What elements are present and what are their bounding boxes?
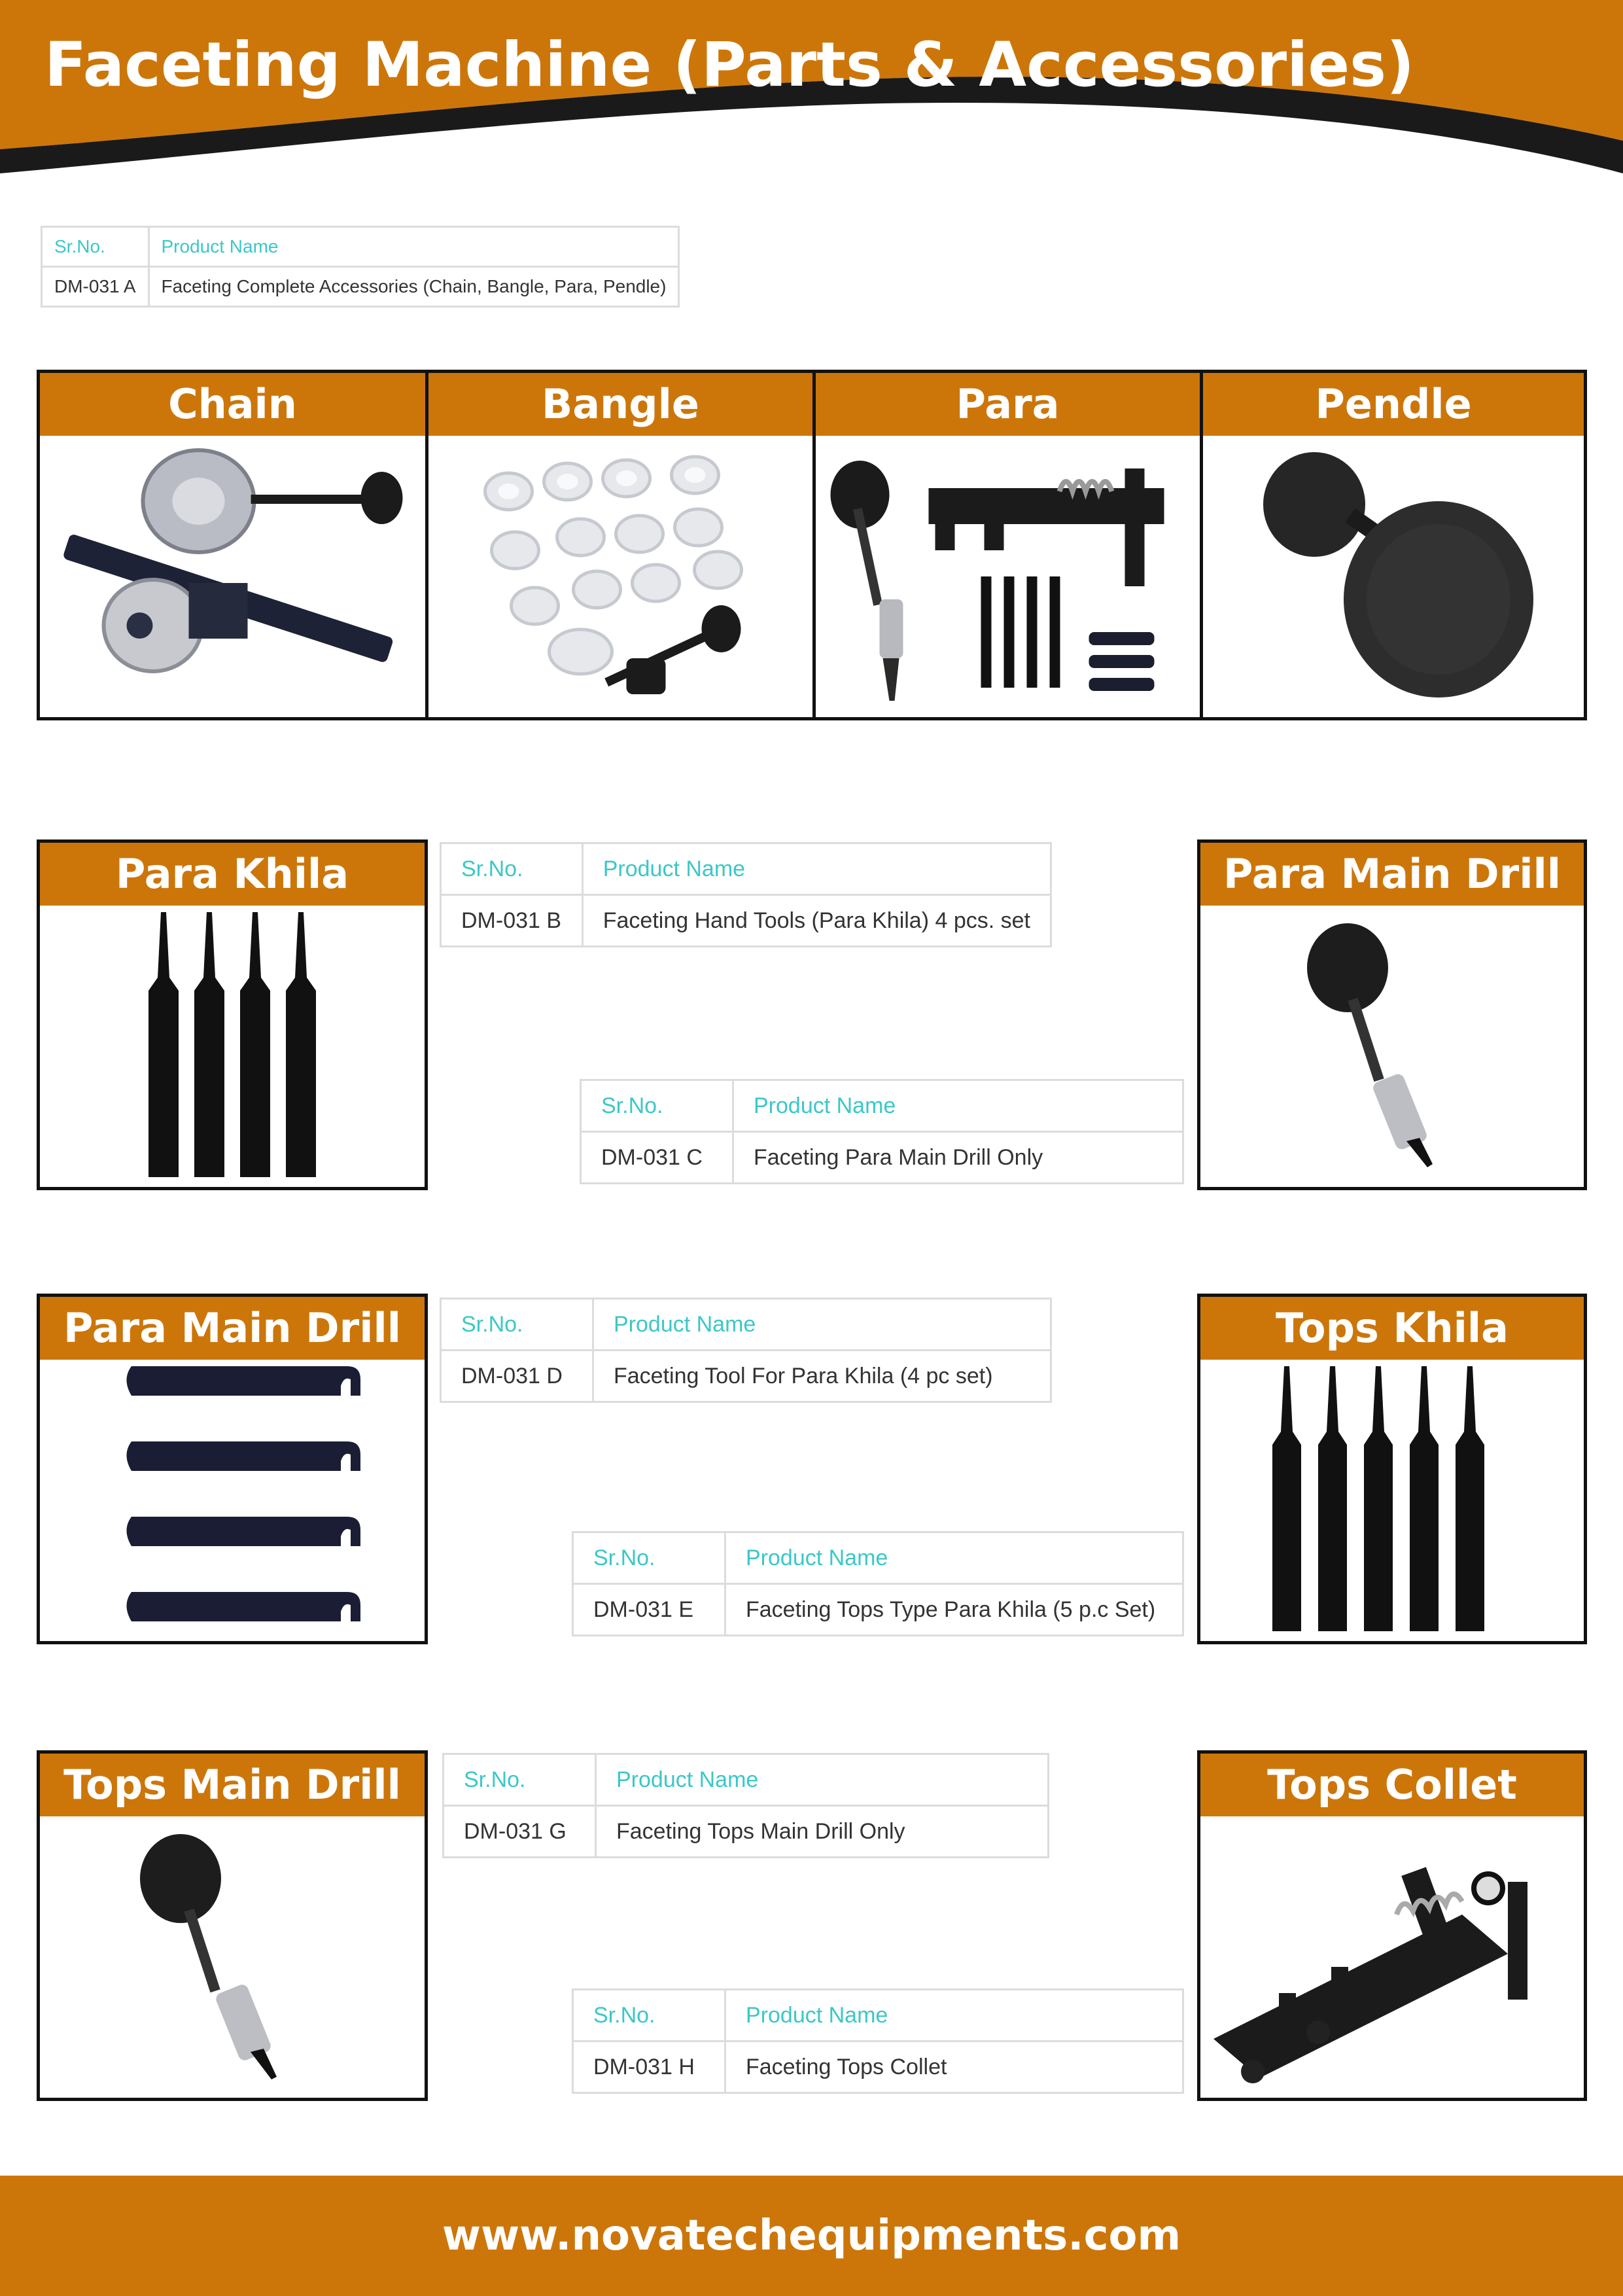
table-header-sr: Sr.No. xyxy=(441,843,583,895)
tops-collet-image xyxy=(1200,1816,1584,2098)
card-para-khila xyxy=(37,839,428,1190)
para-assembly-image xyxy=(816,436,1200,717)
table-cell-sr: DM-031 D xyxy=(441,1351,593,1402)
table-header-sr: Sr.No. xyxy=(441,1299,593,1351)
card-para xyxy=(812,370,1200,720)
table-cell-sr: DM-031 E xyxy=(573,1584,725,1636)
card-title: Chain xyxy=(40,373,425,436)
chain-pulley-image xyxy=(40,436,425,717)
para-khila-image xyxy=(40,906,425,1187)
table-header-sr: Sr.No. xyxy=(444,1754,596,1806)
table-header-name: Product Name xyxy=(148,227,679,267)
card-title: Para Main Drill xyxy=(1200,843,1584,906)
card-title: Pendle xyxy=(1203,373,1584,436)
table-cell-name: Faceting Para Main Drill Only xyxy=(733,1132,1183,1184)
tops-khila-image xyxy=(1200,1360,1584,1641)
pendle-disc-image xyxy=(1203,436,1584,717)
table-header-sr: Sr.No. xyxy=(573,1532,725,1584)
table-cell-name: Faceting Tops Type Para Khila (5 p.c Set) xyxy=(725,1584,1183,1636)
page-title: Faceting Machine (Parts & Accessories) xyxy=(44,29,1415,101)
table-cell-name: Faceting Tops Collet xyxy=(725,2041,1183,2093)
card-chain xyxy=(37,370,425,720)
card-para-main-drill-tools xyxy=(37,1294,428,1644)
table-header-name: Product Name xyxy=(596,1754,1049,1806)
table-cell-name: Faceting Hand Tools (Para Khila) 4 pcs. set xyxy=(582,895,1051,947)
footer-website[interactable]: www.novatechequipments.com xyxy=(0,2176,1623,2296)
table-header-name: Product Name xyxy=(582,843,1051,895)
table-header-name: Product Name xyxy=(593,1299,1051,1351)
table-header-sr: Sr.No. xyxy=(42,227,149,267)
card-title: Tops Main Drill xyxy=(40,1754,425,1816)
card-title: Tops Collet xyxy=(1200,1754,1584,1816)
tops-main-drill-image xyxy=(40,1816,425,2098)
spec-table-b xyxy=(440,842,1052,947)
bangle-rings-image xyxy=(428,436,812,717)
card-title: Tops Khila xyxy=(1200,1297,1584,1360)
card-title: Bangle xyxy=(428,373,812,436)
table-cell-name: Faceting Complete Accessories (Chain, Bangle, Para, Pendle) xyxy=(148,267,679,307)
table-header-sr: Sr.No. xyxy=(573,1990,725,2041)
card-bangle xyxy=(425,370,812,720)
spec-table-c xyxy=(580,1079,1184,1184)
table-header-sr: Sr.No. xyxy=(581,1080,733,1132)
table-cell-name: Faceting Tool For Para Khila (4 pc set) xyxy=(593,1351,1051,1402)
card-tops-main-drill xyxy=(37,1750,428,2101)
card-tops-collet xyxy=(1197,1750,1587,2101)
table-cell-sr: DM-031 A xyxy=(42,267,149,307)
page-header xyxy=(0,0,1623,177)
spec-table-d xyxy=(440,1298,1052,1403)
card-title: Para Main Drill xyxy=(40,1297,425,1360)
table-header-name: Product Name xyxy=(725,1532,1183,1584)
table-cell-name: Faceting Tops Main Drill Only xyxy=(596,1806,1049,1858)
spec-table-e xyxy=(572,1531,1184,1636)
card-pendle xyxy=(1200,370,1587,720)
card-tops-khila xyxy=(1197,1294,1587,1644)
table-cell-sr: DM-031 H xyxy=(573,2041,725,2093)
card-title: Para xyxy=(816,373,1200,436)
spec-table-a xyxy=(41,226,680,308)
card-para-main-drill xyxy=(1197,839,1587,1190)
spec-table-h xyxy=(572,1988,1184,2094)
table-cell-sr: DM-031 B xyxy=(441,895,583,947)
table-cell-sr: DM-031 G xyxy=(444,1806,596,1858)
table-header-name: Product Name xyxy=(725,1990,1183,2041)
para-main-drill-image xyxy=(1200,906,1584,1187)
spec-table-g xyxy=(442,1753,1049,1858)
table-header-name: Product Name xyxy=(733,1080,1183,1132)
para-khila-tools-image xyxy=(40,1360,425,1641)
table-cell-sr: DM-031 C xyxy=(581,1132,733,1184)
card-title: Para Khila xyxy=(40,843,425,906)
